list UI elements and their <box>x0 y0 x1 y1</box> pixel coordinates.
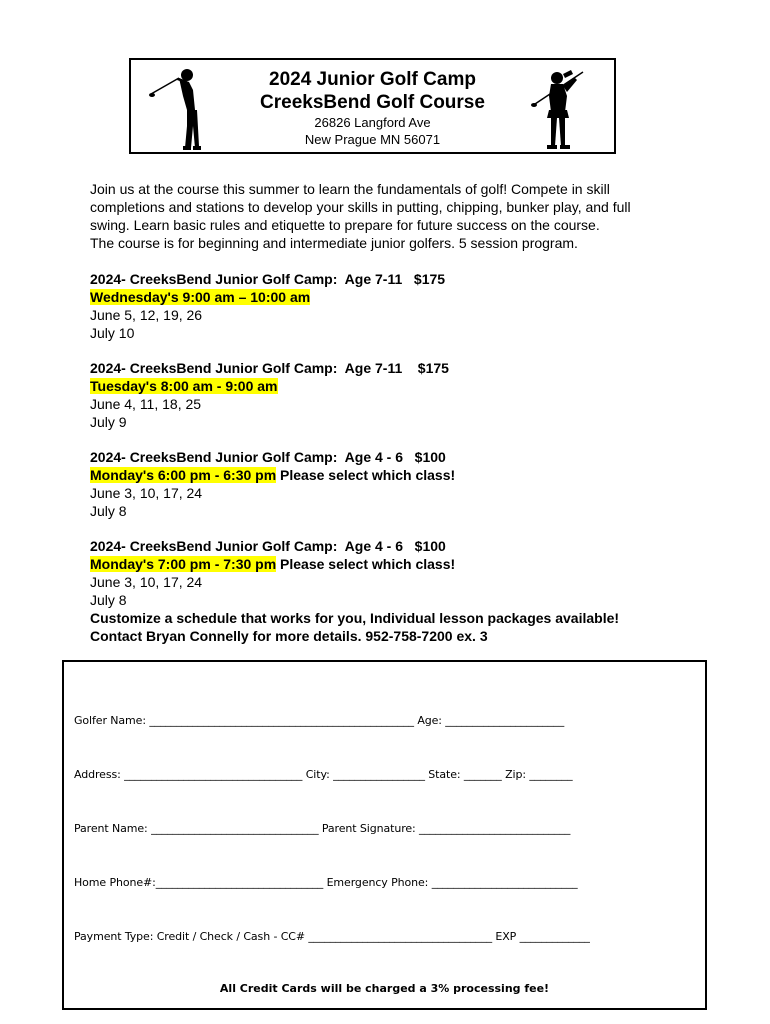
city-address: New Prague MN 56071 <box>304 132 441 147</box>
session-note: Please select which class! <box>276 556 456 572</box>
session-dates: June 3, 10, 17, 24 <box>90 485 203 501</box>
golfer-name-field[interactable]: Golfer Name: _________________________________________________ Age: ______________________ <box>74 714 565 727</box>
header-box <box>129 58 616 154</box>
session-block <box>90 537 710 645</box>
session-time: Tuesday's 8:00 am - 9:00 am <box>90 378 278 394</box>
lesson-packages-note: Customize a schedule that works for you, Individual lesson packages available! <box>90 610 620 626</box>
payment-field[interactable]: Payment Type: Credit / Check / Cash - CC# __________________________________ EXP _____________ <box>74 930 590 943</box>
intro-paragraph <box>90 180 690 252</box>
parent-field[interactable]: Parent Name: _______________________________ Parent Signature: ____________________________ <box>74 822 571 835</box>
female-golfer-silhouette <box>527 66 589 152</box>
registration-form <box>62 660 707 1010</box>
intro-line: swing. Learn basic rules and etiquette to prepare for future success on the course. <box>90 217 600 233</box>
intro-line: Join us at the course this summer to learn the fundamentals of golf! Compete in skill <box>90 181 610 197</box>
session-block <box>90 359 710 431</box>
phone-field[interactable]: Home Phone#:_______________________________ Emergency Phone: ___________________________ <box>74 876 578 889</box>
session-extra-date: July 10 <box>90 325 135 341</box>
session-list <box>90 270 710 645</box>
session-extra-date: July 8 <box>90 592 127 608</box>
session-dates: June 5, 12, 19, 26 <box>90 307 203 323</box>
session-time: Monday's 6:00 pm - 6:30 pm <box>90 467 277 483</box>
camp-title: 2024 Junior Golf Camp <box>269 69 476 90</box>
course-name: CreeksBend Golf Course <box>260 92 485 113</box>
processing-fee-note: All Credit Cards will be charged a 3% processing fee! <box>219 982 550 995</box>
session-time: Monday's 7:00 pm - 7:30 pm <box>90 556 277 572</box>
session-title: 2024- CreeksBend Junior Golf Camp: Age 7-11 $175 <box>90 360 449 376</box>
session-title: 2024- CreeksBend Junior Golf Camp: Age 7-11 $175 <box>90 271 446 287</box>
session-time: Wednesday's 9:00 am – 10:00 am <box>90 289 311 305</box>
session-block <box>90 448 710 520</box>
session-title: 2024- CreeksBend Junior Golf Camp: Age 4 - 6 $100 <box>90 449 446 465</box>
session-extra-date: July 8 <box>90 503 127 519</box>
intro-line: The course is for beginning and intermediate junior golfers. 5 session program. <box>90 235 578 251</box>
intro-line: completions and stations to develop your skills in putting, chipping, bunker play, and full <box>90 199 631 215</box>
street-address: 26826 Langford Ave <box>314 115 431 130</box>
session-extra-date: July 9 <box>90 414 127 430</box>
session-dates: June 3, 10, 17, 24 <box>90 574 203 590</box>
contact-info: Contact Bryan Connelly for more details. 952-758-7200 ex. 3 <box>90 628 488 644</box>
session-note: Please select which class! <box>276 467 456 483</box>
session-dates: June 4, 11, 18, 25 <box>90 396 202 412</box>
address-field[interactable]: Address: _________________________________ City: _________________ State: _______ Zip: ________ <box>74 768 573 781</box>
session-title: 2024- CreeksBend Junior Golf Camp: Age 4 - 6 $100 <box>90 538 446 554</box>
session-block <box>90 270 710 342</box>
